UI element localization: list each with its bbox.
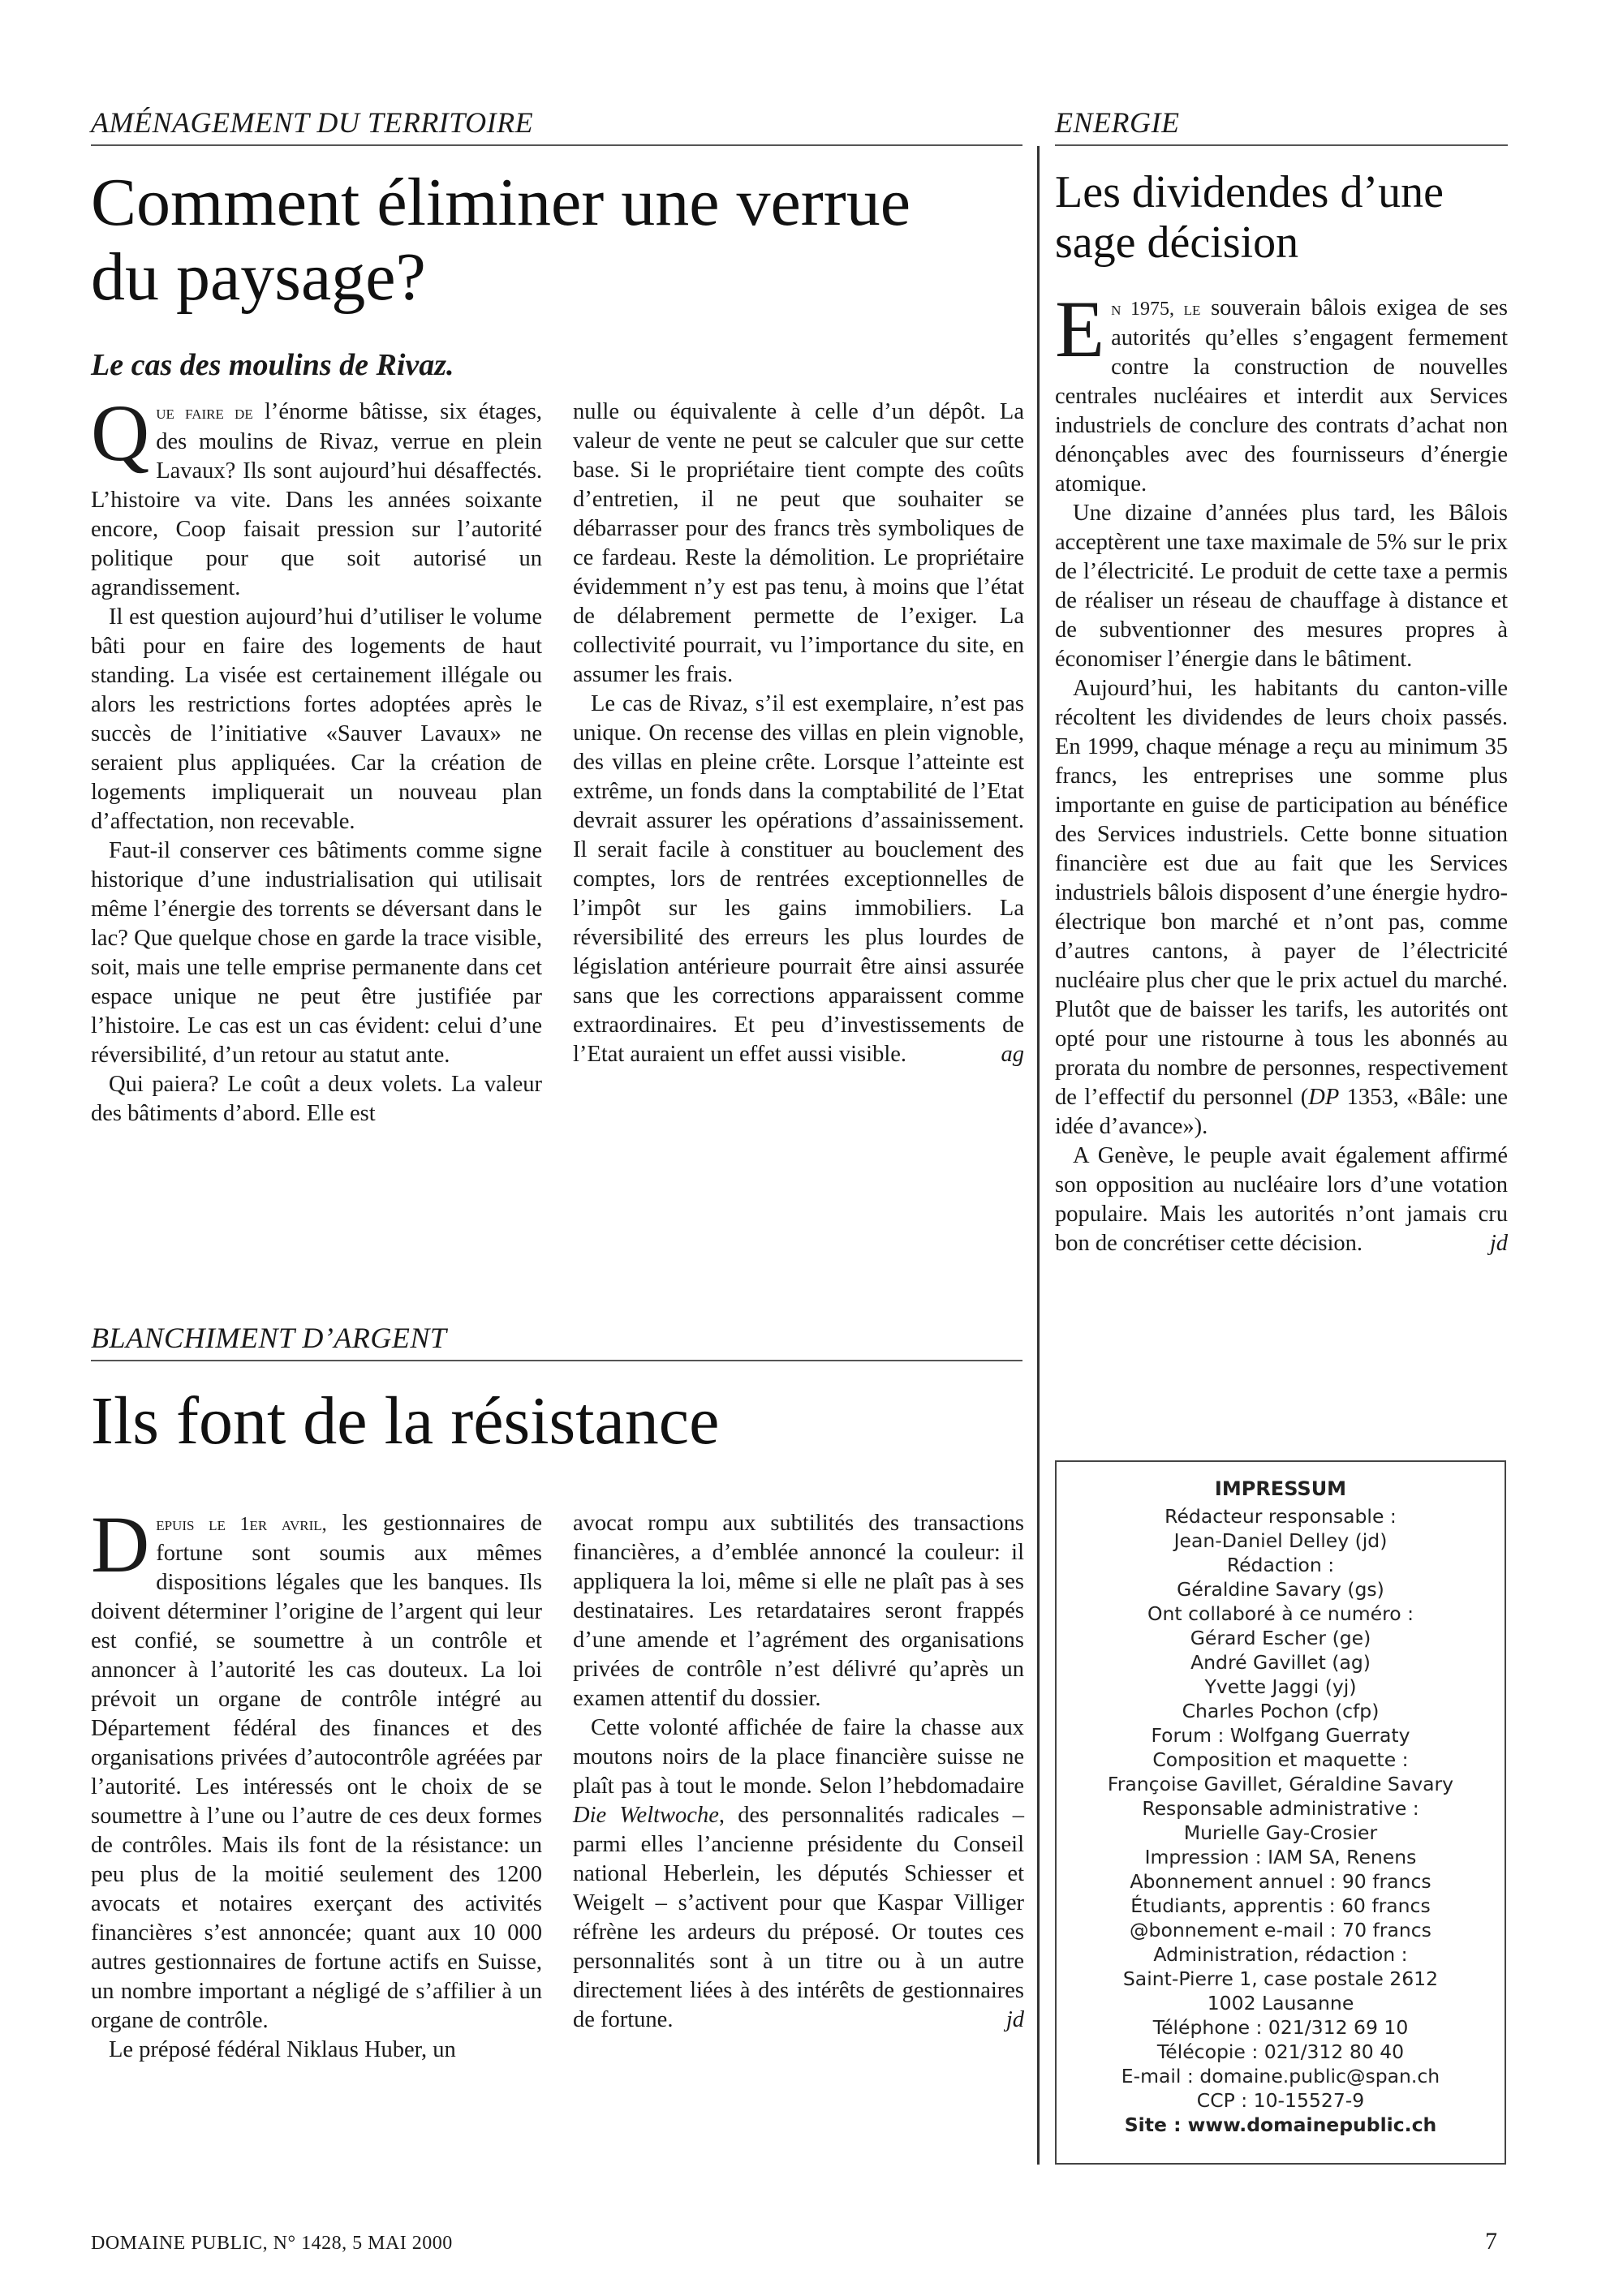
impressum-line: Rédacteur responsable : xyxy=(1165,1505,1397,1528)
author-signature: jd xyxy=(1005,2007,1024,2032)
paragraph-text: A Genève, le peuple avait également affirmé son opposition au nucléaire lors d’une votation populaire. Mais les autorités n’ont jamais cru bon de concrétiser cette décision. xyxy=(1055,1143,1508,1256)
paragraph-text: , des personnalités radicales – parmi elles l’ancienne présidente du Conseil national Heberlein, les députés Schiesser et Weigelt – s’activent pour que Kaspar Villiger réfrène les ardeurs du préposé. Or toutes ces personnalités sont à un titre ou à un autre directement liées à des intérêts de gestionnaires de fortune. xyxy=(573,1803,1024,2032)
impressum-line: Administration, rédaction : xyxy=(1153,1943,1408,1966)
paragraph xyxy=(91,388,542,603)
headline-line: Comment éliminer une verrue xyxy=(91,165,911,240)
article-column xyxy=(573,1509,1024,2035)
paragraph-text: Cette volonté affichée de faire la chasse aux moutons noirs de la place financière suisse ne plaît pas à tout le monde. Selon l’hebdomadaire xyxy=(573,1715,1024,1799)
article-headline xyxy=(91,166,1024,315)
paragraph-text: souverain bâlois exigea de ses autorités qu’elles s’engagent fermement contre la construction de nouvelles centrales nucléaires et interdit aux Services industriels de conclure des contrats d’achat non dénonçables avec des fournisseurs d’énergie atomique. xyxy=(1055,295,1508,497)
paragraph: Le préposé fédéral Niklaus Huber, un xyxy=(109,2037,456,2062)
impressum-title: IMPRESSUM xyxy=(1214,1477,1347,1500)
headline-line: sage décision xyxy=(1055,217,1299,268)
page-number: 7 xyxy=(1485,2228,1497,2255)
page-footer: DOMAINE PUBLIC, N° 1428, 5 MAI 2000 xyxy=(91,2233,453,2254)
impressum-line: Rédaction : xyxy=(1226,1554,1335,1576)
rubric-rule xyxy=(91,144,1022,146)
impressum-line: Ont collaboré à ce numéro : xyxy=(1147,1602,1414,1625)
paragraph xyxy=(91,1499,542,2036)
paragraph xyxy=(1055,284,1508,499)
impressum-line: Charles Pochon (cfp) xyxy=(1182,1700,1380,1722)
rubric-rule xyxy=(1055,144,1508,146)
article-kicker: Le cas des moulins de Rivaz. xyxy=(91,348,454,382)
publication-title: Die Weltwoche xyxy=(573,1803,719,1828)
paragraph-text: Aujourd’hui, les habitants du canton-ville récoltent les dividendes de leurs choix passés. En 1999, chaque ménage a reçu au minimum 35 francs, les entreprises une somme plus importante en guise de participation au bénéfice des Services industriels. Cette bonne situation financière est due au fait que les Services industriels bâlois disposent d’une énergie hydro-électrique bon marché et n’ont pas, comme d’autres cantons, à payer de l’électricité nucléaire plus cher que le prix actuel du marché. Plutôt que de baisser les tarifs, les autorités ont opté pour une ristourne à tous les abonnés au prorata du nombre de personnes, respectivement de l’effectif du personnel ( xyxy=(1055,676,1508,1110)
author-signature: ag xyxy=(1001,1042,1024,1067)
impressum-line: Françoise Gavillet, Géraldine Savary xyxy=(1107,1773,1454,1795)
impressum-line: Abonnement annuel : 90 francs xyxy=(1130,1870,1431,1893)
impressum-line: Étudiants, apprentis : 60 francs xyxy=(1130,1894,1431,1917)
headline-line: Les dividendes d’une xyxy=(1055,167,1444,217)
article-column xyxy=(573,398,1024,1069)
impressum-line: Murielle Gay-Crosier xyxy=(1183,1821,1378,1844)
drop-cap: D xyxy=(91,1499,150,1589)
paragraph-text: l’énorme bâtisse, six étages, des moulins de Rivaz, verrue en plein Lavaux? Ils sont aujourd’hui désaffectés. L’histoire va vite. Dans les années soixante encore, Coop faisait pression sur l’autorité politique pour que soit autorisé un agrandissement. xyxy=(91,399,542,600)
paragraph: Une dizaine d’années plus tard, les Bâlois acceptèrent une taxe maximale de 5% sur le prix de l’électricité. Le produit de cette taxe a permis de réaliser un réseau de chauffage à distance et de subventionner des mesures propres à économiser l’énergie dans le bâtiment. xyxy=(1055,501,1508,672)
lead-small-caps: epuis le 1er avril, xyxy=(156,1514,327,1535)
paragraph xyxy=(1055,674,1508,1142)
paragraph xyxy=(573,1713,1024,2035)
impressum-line: 1002 Lausanne xyxy=(1207,1992,1354,2014)
rubric-rule xyxy=(91,1360,1022,1361)
impressum-line: E-mail : domaine.public@span.ch xyxy=(1121,2065,1440,2087)
paragraph: nulle ou équivalente à celle d’un dépôt. La valeur de vente ne peut se calculer que sur cette base. Si le propriétaire tient compte des coûts d’entretien, il ne peut que souhaiter se débarrasser pour des francs très symboliques de ce fardeau. Reste la démolition. Le propriétaire évidemment n’y est pas tenu, à moins que l’état de délabrement permette de l’exiger. La collectivité pourrait, vu l’importance du site, en assumer les frais. xyxy=(573,399,1024,687)
section-rubric-blanchiment: BLANCHIMENT D’ARGENT xyxy=(91,1322,447,1354)
paragraph-text: 1353, «Bâle: une idée d’avance»). xyxy=(1055,1085,1509,1139)
paragraph: Il est question aujourd’hui d’utiliser le volume bâti pour en faire des logements de haut standing. La visée est certainement illégale ou alors les restrictions fortes adoptées après le succès de l’initiative «Sauver Lavaux» ne seraient plus appliquées. Car la création de logements impliquerait un nouveau plan d’affectation, non recevable. xyxy=(91,604,542,834)
publication-ref: DP xyxy=(1308,1085,1340,1110)
author-signature: jd xyxy=(1489,1231,1508,1256)
lead-small-caps: n 1975, le xyxy=(1111,299,1201,320)
impressum-box xyxy=(1055,1460,1506,2165)
impressum-line: Gérard Escher (ge) xyxy=(1190,1627,1371,1649)
impressum-line: Responsable administrative : xyxy=(1142,1797,1419,1820)
impressum-line: Composition et maquette : xyxy=(1152,1748,1409,1771)
lead-small-caps: ue faire de xyxy=(156,402,253,424)
article-column xyxy=(1055,284,1509,1258)
impressum-line: @bonnement e-mail : 70 francs xyxy=(1130,1919,1431,1941)
paragraph xyxy=(1055,1142,1508,1258)
website-link[interactable]: Site : www.domainepublic.ch xyxy=(1124,2113,1437,2136)
paragraph xyxy=(573,690,1024,1069)
paragraph-text: Le cas de Rivaz, s’il est exemplaire, n’est pas unique. On recense des villas en plein vignoble, des villas en pleine crête. Lorsque l’atteinte est extrême, un fonds dans la comptabilité de l’Etat devrait assurer les opérations d’assainissement. Il serait facile à constituer au bouclement des comptes, lors de rentrées exceptionnelles de l’impôt sur les gains immobiliers. La réversibilité des erreurs les plus lourdes de législation antérieure pourrait être ainsi assurée sans que les corrections apparaissent comme extraordinaires. Et peu d’investissements de l’Etat auraient un effet aussi visible. xyxy=(573,691,1024,1067)
article-column xyxy=(91,388,542,1129)
article-column xyxy=(91,1499,542,2065)
impressum-line: Yvette Jaggi (yj) xyxy=(1204,1675,1357,1698)
impressum-lines xyxy=(1065,1504,1496,2113)
impressum-line: André Gavillet (ag) xyxy=(1190,1651,1371,1674)
drop-cap: E xyxy=(1055,284,1105,374)
section-rubric-energie: ENERGIE xyxy=(1055,106,1180,139)
paragraph: avocat rompu aux subtilités des transactions financières, a d’emblée annoncé la couleur: il appliquera la loi, même si elle ne plaît pas à ses destinataires. Les retardataires seront frappés d’une amende et l’agrément des organisations privées de contrôle n’est délivré qu’après un examen attentif du dossier. xyxy=(573,1511,1024,1711)
impressum-line: Jean-Daniel Delley (jd) xyxy=(1173,1529,1388,1552)
paragraph-text: les gestionnaires de fortune sont soumis aux mêmes dispositions légales que les banques. Ils doivent déterminer l’origine de l’argent qui leur est confié, se soumettre à un contrôle et annoncer à l’autorité les cas douteux. La loi prévoit un organe de contrôle intégré au Département fédéral des finances et des organisations privées d’autocontrôle agréées par l’autorité. Les intéressés ont le choix de se soumettre à l’une ou l’autre de ces deux formes de contrôles. Mais ils font de la résistance: un peu plus de la moitié seulement des 1200 avocats et notaires exerçant des activités financières s’est annoncée; quant aux 10 000 autres gestionnaires de fortune actifs en Suisse, un nombre important a négligé de s’affilier à un organe de contrôle. xyxy=(91,1511,542,2033)
headline-line: du paysage? xyxy=(91,239,426,315)
impressum-line: Impression : IAM SA, Renens xyxy=(1144,1846,1417,1868)
drop-cap: Q xyxy=(91,388,150,478)
paragraph: Qui paiera? Le coût a deux volets. La valeur des bâtiments d’abord. Elle est xyxy=(91,1072,542,1126)
column-divider xyxy=(1037,146,1040,2165)
article-headline xyxy=(1055,167,1509,268)
article-headline: Ils font de la résistance xyxy=(91,1383,720,1459)
impressum-line: Téléphone : 021/312 69 10 xyxy=(1152,2016,1409,2039)
impressum-line: Télécopie : 021/312 80 40 xyxy=(1156,2040,1405,2063)
paragraph: Faut-il conserver ces bâtiments comme signe historique d’une industrialisation qui utilisait même l’énergie des torrents se déversant dans le lac? Que quelque chose en garde la trace visible, soit, mais une telle emprise permanente dans cet espace unique ne peut être justifiée par l’histoire. Le cas est un cas évident: celui d’une réversibilité, d’un retour au statut ante. xyxy=(91,838,542,1068)
impressum-line: Forum : Wolfgang Guerraty xyxy=(1151,1724,1410,1747)
impressum-line: Géraldine Savary (gs) xyxy=(1177,1578,1384,1601)
impressum-line: Saint-Pierre 1, case postale 2612 xyxy=(1122,1967,1439,1990)
impressum-line: CCP : 10-15527-9 xyxy=(1196,2089,1365,2112)
section-rubric-amenagement: AMÉNAGEMENT DU TERRITOIRE xyxy=(91,106,534,139)
